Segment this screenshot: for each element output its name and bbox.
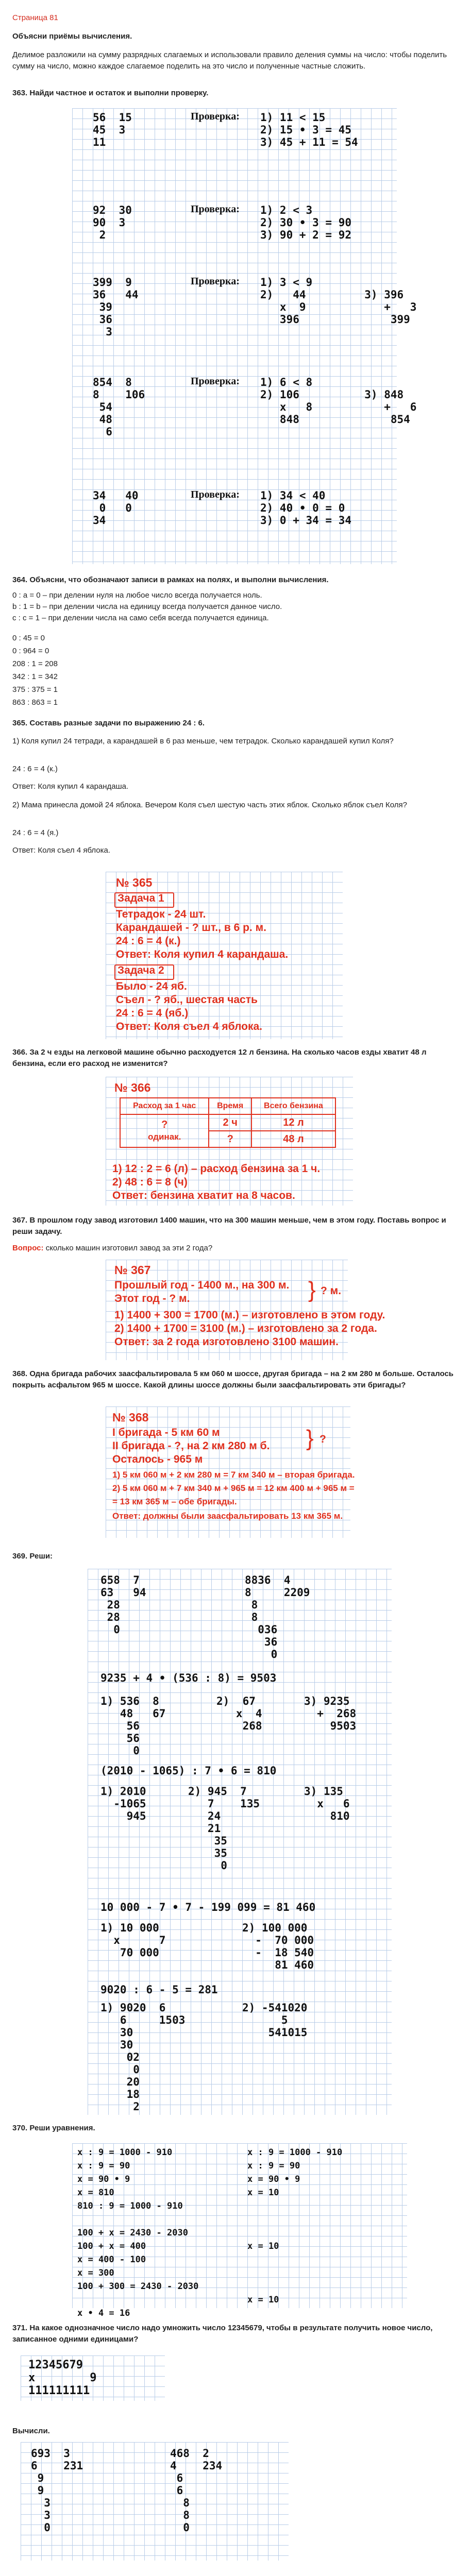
task-368-s2: 2) 5 км 060 м + 7 км 340 м + 965 м = 12 км 400 м + 965 м = [112,1483,355,1493]
task-366-time-1: 2 ч [209,1114,251,1131]
task-364-calc-6: 863 : 863 = 1 [12,698,58,707]
task-368-ans: Ответ: должны были заасфальтировать 13 км 365 м. [112,1511,343,1521]
task-364-calc-2: 0 : 964 = 0 [12,647,49,655]
task-369-e-head: 10 000 - 7 • 7 - 199 099 = 81 460 [100,1901,316,1913]
task-365-heading: 365. Составь разные задачи по выражению 24 : 6. [12,719,205,727]
task-370-right: x : 9 = 1000 - 910 x : 9 = 90 x = 90 • 9 x = 10 x = 10 x = 10 [247,2147,343,2305]
task-365-z2: Задача 2 [117,964,164,976]
task-363-division-4: 854 8 [93,376,132,388]
task-369-c-r: 3) 9235 + 268 9503 [304,1695,357,1732]
task-363-check-label-3: Проверка: [191,276,240,287]
task-368-s1: 1) 5 км 060 м + 2 км 280 м = 7 км 340 м – вторая бригада. [112,1470,355,1480]
task-363-check-label-2: Проверка: [191,204,240,215]
task-369-d-m: 2) 945 7 7 135 24 21 35 35 0 [188,1785,260,1872]
task-363-division-3c: 39 [93,301,112,313]
task-363-check-label-5: Проверка: [191,489,240,500]
task-366-total-1: 12 л [251,1114,335,1131]
task-363-division-5b: 0 0 [93,502,132,514]
task-366-time-2: ? [209,1131,251,1147]
task-363-division-2b: 90 3 [93,216,126,229]
task-365-z2-l2: Съел - ? яб., шестая часть [116,994,258,1006]
task-367-question [12,1243,456,1254]
task-363-division-4d: 48 [93,413,112,426]
task-363-check-3: 1) 3 < 9 2) 44 3) 396 x 9 + 3 396 399 [260,276,417,326]
task-369-heading: 369. Реши: [12,1552,53,1561]
intro-text: Делимое разложили на сумму разрядных слагаемых и использовали правило деления суммы на число: чтобы поделить сумму на число, можно каждое слагаемое поделить на это число и полученные частные сложить. [12,50,447,71]
task-363-check-label-4: Проверка: [191,376,240,387]
task-366-rate-same: одинак. [148,1132,181,1142]
task-364-rule-1: 0 : a = 0 – при делении нуля на любое число всегда получается ноль. [12,591,262,600]
task-365-a1: Ответ: Коля купил 4 карандаша. [12,782,129,791]
task-363-check-5: 1) 34 < 40 2) 40 • 0 = 0 3) 0 + 34 = 34 [260,489,352,527]
task-366-heading: 366. За 2 ч езды на легковой машине обычно расходуется 12 л бензина. На сколько часов езды хватит 48 л бензина, если его расход не изменится? [12,1048,427,1068]
task-369-d-r: 3) 135 x 6 810 [304,1785,350,1822]
task-366-col-total: Всего бензина [251,1098,335,1114]
task-368-l3: Осталось - 965 м [112,1453,203,1465]
task-367-l2: Этот год - ? м. [114,1293,190,1304]
task-363-division-4b: 8 106 [93,388,145,401]
task-363-check-1: 1) 11 < 15 2) 15 • 3 = 45 3) 45 + 11 = 54 [260,111,358,148]
task-366-total-2: 48 л [251,1131,335,1147]
task-369-d-head: (2010 - 1065) : 7 • 6 = 810 [100,1765,277,1777]
task-365-q2: 2) Мама принесла домой 24 яблока. Вечером Коля съел шестую часть этих яблок. Сколько яблок съел Коля? [12,801,407,809]
task-368-heading: 368. Одна бригада рабочих заасфальтировала 5 км 060 м шоссе, другая бригада – на 2 км 280 м больше. Осталось покрыть асфальтом 965 м шоссе. Какой длины шоссе должны были заасфальтировать эти бригады? [12,1369,454,1389]
task-370-heading: 370. Реши уравнения. [12,2124,95,2132]
task-367-l1: Прошлый год - 1400 м., на 300 м. [114,1279,290,1291]
task-366-rate-cell [120,1114,209,1147]
task-363-division-4e: 6 [93,426,112,438]
task-366-col-rate: Расход за 1 час [120,1098,209,1114]
task-364-rule-2: b : 1 = b – при делении числа на единицу всегда получается данное число. [12,602,282,611]
task-364-rule-3: c : c = 1 – при делении числа на само себя всегда получается единица. [12,614,269,622]
task-366-table [120,1097,336,1148]
task-369-e-r: 2) 100 000 - 70 000 - 18 540 81 460 [242,1922,314,1971]
intro-title: Объясни приёмы вычисления. [12,32,132,41]
task-368-l1: I бригада - 5 км 60 м [112,1427,220,1438]
task-369-f-r: 2) -541020 5 541015 [242,2002,308,2039]
task-363-division-1c: 11 [93,136,106,148]
task-365-a2: Ответ: Коля съел 4 яблока. [12,846,111,855]
task-365-q1: 1) Коля купил 24 тетради, а карандашей в 6 раз меньше, чем тетрадок. Сколько карандашей купил Коля? [12,737,394,745]
task-363-division-1b: 45 3 [93,124,126,136]
task-368-board-num: № 368 [112,1411,149,1424]
task-365-z1-l2: Карандашей - ? шт., в 6 р. м. [116,922,266,934]
task-363-check-label-1: Проверка: [191,111,240,122]
task-364-calc-4: 342 : 1 = 342 [12,672,58,681]
task-366-rate-q: ? [161,1119,168,1130]
task-368-s3: = 13 км 365 м – обе бригады. [112,1497,237,1506]
task-369-c-head: 9235 + 4 • (536 : 8) = 9503 [100,1672,277,1684]
task-367-brace: } [308,1277,316,1302]
task-366-board-num: № 366 [114,1081,151,1094]
task-363-division-3b: 36 44 [93,289,139,301]
task-363-check-2: 1) 2 < 3 2) 30 • 3 = 90 3) 90 + 2 = 92 [260,204,352,241]
task-365-z2-l1: Было - 24 яб. [116,980,187,992]
task-364-calc-3: 208 : 1 = 208 [12,659,58,668]
task-363-check-4: 1) 6 < 8 2) 106 3) 848 x 8 + 6 848 854 [260,376,417,426]
task-365-s2: 24 : 6 = 4 (я.) [12,828,59,837]
task-365-z1: Задача 1 [117,892,164,904]
task-364-heading: 364. Объясни, что обозначают записи в рамках на полях, и выполни вычисления. [12,575,329,584]
page-label: Страница 81 [12,13,58,22]
task-367-question-label: Вопрос: [12,1244,44,1252]
task-367-question-text: сколько машин изготовил завод за эти 2 года? [43,1244,213,1252]
task-369-c-m: 2) 67 x 4 268 [216,1695,262,1732]
task-367-s1: 1) 1400 + 300 = 1700 (м.) – изготовлено в этом году. [114,1309,385,1321]
task-366-s2: 2) 48 : 6 = 8 (ч) [112,1176,188,1188]
task-367-qm: ? м. [321,1285,342,1297]
task-367-board-num: № 367 [114,1263,151,1277]
task-372-heading: Вычисли. [12,2427,50,2435]
task-363-division-5c: 34 [93,514,106,527]
task-363-division-3: 399 9 [93,276,132,289]
task-365-z1-l1: Тетрадок - 24 шт. [116,908,206,920]
task-372-b: 468 2 4 234 6 6 8 8 0 [170,2447,223,2534]
task-372-a: 693 3 6 231 9 9 3 3 0 [31,2447,83,2534]
task-365-z1-ans: Ответ: Коля купил 4 карандаша. [116,948,289,960]
task-366-col-time: Время [209,1098,251,1114]
task-365-z2-sol: 24 : 6 = 4 (яб.) [116,1007,189,1019]
task-369-f-head: 9020 : 6 - 5 = 281 [100,1984,218,1996]
task-367-heading: 367. В прошлом году завод изготовил 1400 машин, что на 300 машин меньше, чем в этом году. Поставь вопрос и реши задачу. [12,1216,446,1236]
task-371-calc: 12345679 x 9 111111111 [28,2359,97,2397]
task-366-s1: 1) 12 : 2 = 6 (л) – расход бензина за 1 ч. [112,1163,321,1175]
task-363-division-2c: 2 [93,229,106,241]
task-369-c-l: 1) 536 8 48 67 56 56 0 [100,1695,166,1757]
task-369-e-l: 1) 10 000 x 7 70 000 [100,1922,166,1959]
task-367-s2: 2) 1400 + 1700 = 3100 (м.) – изготовлено за 2 года. [114,1323,377,1334]
task-365-s1: 24 : 6 = 4 (к.) [12,765,58,773]
task-365-z1-sol: 24 : 6 = 4 (к.) [116,935,181,947]
task-365-board-num: № 365 [116,876,153,889]
task-368-brace: } [306,1426,314,1451]
task-363-division-2: 92 30 [93,204,132,216]
task-369-a: 658 7 63 94 28 28 0 [100,1574,146,1636]
task-365-z2-ans: Ответ: Коля съел 4 яблока. [116,1021,263,1032]
task-369-f-l: 1) 9020 6 6 1503 30 30 02 0 20 18 2 [100,2002,186,2113]
task-363-division-3d: 36 [93,313,112,326]
task-363-division-3e: 3 [93,326,112,338]
task-366-ans: Ответ: бензина хватит на 8 часов. [112,1190,295,1201]
task-369-b: 8836 4 8 2209 8 8 036 36 0 [245,1574,310,1660]
task-364-calc-1: 0 : 45 = 0 [12,634,45,642]
task-364-calc-5: 375 : 375 = 1 [12,685,58,694]
task-363-division-5: 34 40 [93,489,139,502]
task-363-heading: 363. Найди частное и остаток и выполни проверку. [12,89,209,97]
task-363-division-4c: 54 [93,401,112,413]
task-371-heading: 371. На какое однозначное число надо умножить число 12345679, чтобы в результате получить новое число, записанное одними единицами? [12,2324,433,2344]
task-363-division-1: 56 15 [93,111,132,124]
task-370-left: x : 9 = 1000 - 910 x : 9 = 90 x = 90 • 9 x = 810 810 : 9 = 1000 - 910 100 + x = 2430 - 2030 100 + x = 400 x = 400 - 100 x = 300 100 + 300 = 2430 - 2030 x • 4 = 16 [77,2147,199,2318]
task-368-qm: ? [319,1433,326,1445]
task-369-d-l: 1) 2010 -1065 945 [100,1785,146,1822]
task-367-ans: Ответ: за 2 года изготовлено 3100 машин. [114,1336,339,1348]
task-368-l2: II бригада - ?, на 2 км 280 м б. [112,1440,270,1452]
